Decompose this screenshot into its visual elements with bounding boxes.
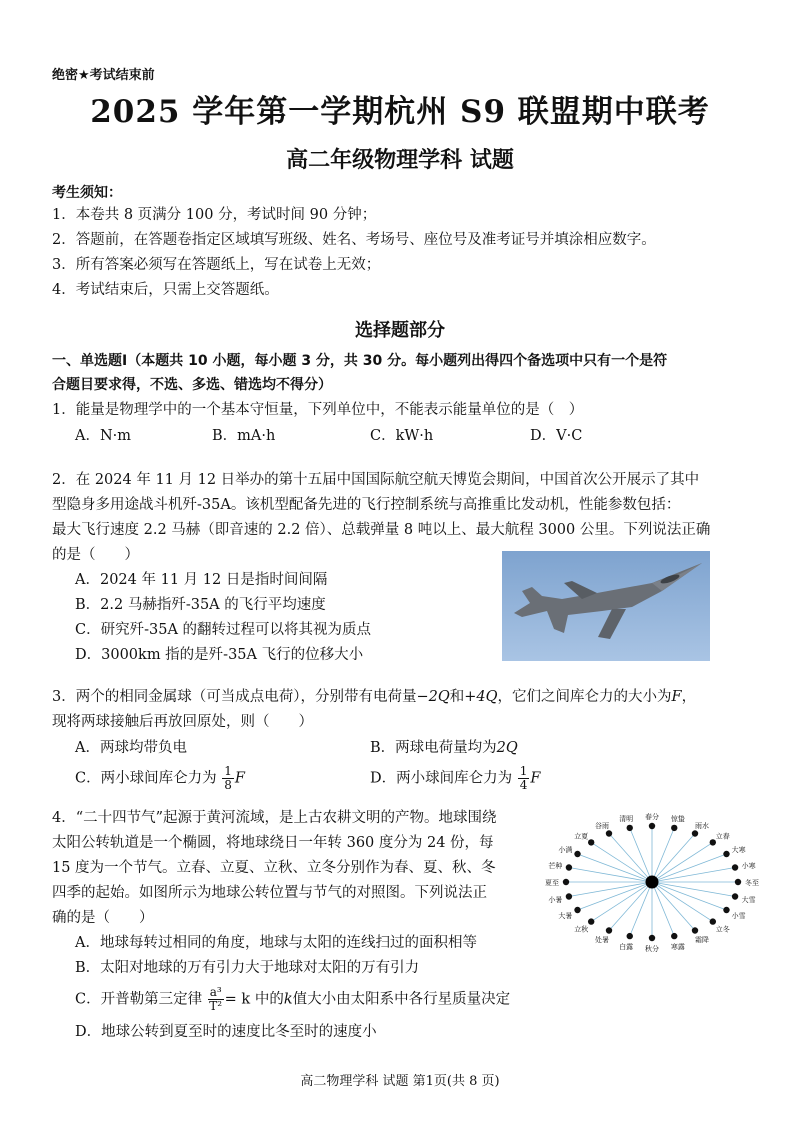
fraction-denominator: 8: [224, 778, 232, 792]
q2-stem-line: 的是（ ）: [52, 547, 139, 563]
q2-option-c: C．研究歼-35A 的翻转过程可以将其视为质点: [75, 622, 372, 638]
section-intro-line: 一、单选题Ⅰ（本题共 10 小题，每小题 3 分，共 30 分。每小题列出得四个备选项中只有一个是符: [52, 353, 668, 369]
solar-term-label: 立春: [715, 832, 730, 841]
notice-item: 3．所有答案必须写在答题纸上，写在试卷上无效；: [52, 257, 381, 273]
exam-subtitle: 高二年级物理学科 试题: [286, 148, 514, 173]
q2-stem-line: 型隐身多用途战斗机歼-35A。该机型配备先进的飞行控制系统与高推重比发动机，性能参数包括：: [52, 497, 681, 513]
q3-option-b-text: B．两球电荷量均为: [370, 740, 497, 756]
notice-item: 2．答题前，在答题卷指定区域填写班级、姓名、考场号、座位号及准考证号并填涂相应数字。: [52, 232, 656, 248]
earth-position-dot: [710, 918, 716, 924]
q4-option-c-text: C．开普勒第三定律: [75, 991, 203, 1008]
q2-stem-line: 最大飞行速度 2.2 马赫（即音速的 2.2 倍）、总载弹量 8 吨以上、最大航程 3000 公里。下列说法正确: [52, 522, 711, 538]
earth-position-dot: [732, 893, 738, 899]
q3-option-c: [75, 765, 245, 792]
q4-stem-line: 15 度为一个节气。立春、立夏、立秋、立冬分别作为春、夏、秋、冬: [52, 860, 496, 876]
earth-position-dot: [606, 830, 612, 836]
q4-option-b: B．太阳对地球的万有引力大于地球对太阳的万有引力: [75, 960, 420, 976]
earth-position-dot: [574, 907, 580, 913]
fraction-numerator: 1: [224, 764, 232, 778]
orbit-spoke: [569, 882, 652, 896]
notice-item: 1．本卷共 8 页满分 100 分，考试时间 90 分钟；: [52, 207, 377, 223]
q1-option-a: A．N·m: [75, 428, 132, 444]
q3-stem-text: ，: [681, 689, 697, 705]
solar-term-label: 大雪: [741, 896, 756, 905]
earth-position-dot: [627, 825, 633, 831]
solar-term-label: 秋分: [645, 945, 659, 953]
fighter-jet-photo: [502, 551, 710, 661]
orbit-spoke: [569, 868, 652, 882]
orbit-spoke: [652, 882, 674, 936]
earth-position-dot: [723, 907, 729, 913]
q4-stem-line: 4．“二十四节气”起源于黄河流域，是上古农耕文明的产物。地球围绕: [52, 810, 497, 826]
q1-option-d: D．V·C: [530, 428, 583, 444]
sun-icon: [646, 876, 659, 889]
q3-charge2: +4Q: [464, 689, 498, 705]
fighter-jet-icon: [502, 551, 710, 661]
earth-position-dot: [574, 851, 580, 857]
q4-option-a: A．地球每转过相同的角度，地球与太阳的连线扫过的面积相等: [75, 935, 477, 951]
page-footer: 高二物理学科 试题 第1页(共 8 页): [300, 1074, 500, 1089]
earth-position-dot: [732, 864, 738, 870]
orbit-spoke: [652, 828, 674, 882]
fraction-denominator: 4: [519, 778, 528, 792]
earth-position-dot: [566, 864, 572, 870]
solar-term-label: 小暑: [548, 896, 563, 905]
q3-option-b-value: 2Q: [496, 740, 518, 756]
q3-option-a: A．两球均带负电: [75, 740, 187, 756]
earth-orbit-diagram: [536, 806, 768, 958]
q2-option-b: B．2.2 马赫指歼-35A 的飞行平均速度: [75, 597, 326, 613]
earth-position-dot: [649, 935, 655, 941]
solar-term-label: 白露: [619, 942, 634, 951]
q1-stem: 1．能量是物理学中的一个基本守恒量，下列单位中，不能表示能量单位的是（ ）: [52, 402, 584, 418]
q3-stem-text: ，它们之间库仑力的大小为: [497, 689, 672, 705]
q3-option-b: [370, 736, 518, 757]
exam-title: 2025 学年第一学期杭州 S9 联盟期中联考: [90, 94, 710, 130]
q4-stem-line: 四季的起始。如图所示为地球公转位置与节气的对照图。下列说法正: [52, 885, 487, 901]
orbit-spoke: [630, 828, 652, 882]
earth-position-dot: [649, 823, 655, 829]
solar-term-label: 春分: [645, 813, 659, 821]
q2-option-d: D．3000km 指的是歼-35A 飞行的位移大小: [75, 647, 364, 663]
solar-term-label: 立冬: [715, 925, 730, 934]
solar-term-label: 小寒: [741, 861, 756, 870]
q3-force: F: [671, 689, 682, 705]
solar-term-label: 芒种: [548, 861, 563, 870]
solar-terms-diagram: [536, 806, 768, 958]
q3-option-c-fraction: [222, 765, 234, 792]
solar-term-label: 小满: [558, 846, 573, 854]
q1-option-b: B．mA·h: [212, 428, 276, 444]
orbit-spoke: [630, 882, 652, 936]
solar-term-label: 惊蛰: [670, 815, 685, 824]
solar-term-label: 霜降: [695, 936, 709, 945]
earth-position-dot: [671, 933, 677, 939]
solar-term-label: 处暑: [595, 936, 609, 945]
q2-option-a: A．2024 年 11 月 12 日是指时间间隔: [75, 572, 328, 588]
solar-term-label: 小雪: [731, 912, 746, 920]
q4-option-c: [75, 986, 510, 1013]
kepler-constant: k: [283, 991, 293, 1008]
earth-position-dot: [606, 927, 612, 933]
q3-stem: [52, 685, 696, 709]
q3-stem-text: 3．两个的相同金属球（可当成点电荷），分别带有电荷量: [52, 689, 417, 705]
solar-term-label: 大寒: [731, 846, 746, 854]
section-title: 选择题部分: [355, 320, 445, 341]
section-intro-line: 合题目要求得，不选、多选、错选均不得分）: [52, 377, 332, 393]
q4-option-c-text: 值大小由太阳系中各行星质量决定: [292, 991, 511, 1008]
q3-charge1: −2Q: [416, 689, 450, 705]
solar-term-label: 寒露: [670, 942, 685, 951]
q3-stem-text: 和: [449, 689, 465, 705]
q4-stem-line: 确的是（ ）: [52, 910, 154, 926]
q1-option-c: C．kW·h: [370, 428, 434, 444]
earth-position-dot: [566, 893, 572, 899]
fraction-variable: F: [530, 770, 541, 787]
notice-heading: 考生须知：: [52, 185, 122, 201]
earth-position-dot: [627, 933, 633, 939]
orbit-spoke: [652, 882, 735, 896]
q3-stem-line2: 现将两球接触后再放回原处，则（ ）: [52, 714, 313, 730]
q4-option-d: D．地球公转到夏至时的速度比冬至时的速度小: [75, 1024, 377, 1040]
fraction-variable: F: [234, 770, 245, 787]
fraction-denominator: T²: [209, 999, 223, 1013]
solar-term-label: 立秋: [574, 925, 589, 934]
solar-term-label: 大暑: [558, 912, 573, 920]
earth-position-dot: [671, 825, 677, 831]
q3-option-d-text: D．两小球间库仑力为: [370, 770, 513, 787]
earth-position-dot: [735, 879, 741, 885]
q4-option-c-text: = k 中的: [224, 991, 284, 1008]
earth-position-dot: [692, 927, 698, 933]
orbit-spoke: [652, 868, 735, 882]
earth-position-dot: [563, 879, 569, 885]
earth-position-dot: [692, 830, 698, 836]
q3-option-d: [370, 765, 540, 792]
solar-term-label: 清明: [619, 815, 634, 824]
q4-stem-line: 太阳公转轨道是一个椭圆，将地球绕日一年转 360 度分为 24 份，每: [52, 835, 494, 851]
solar-term-label: 冬至: [745, 879, 759, 887]
solar-term-label: 谷雨: [595, 821, 609, 830]
fraction-numerator: 1: [519, 764, 528, 778]
q2-stem-line: 2．在 2024 年 11 月 12 日举办的第十五届中国国际航空航天博览会期间，中国首次公开展示了其中: [52, 472, 700, 488]
earth-position-dot: [723, 851, 729, 857]
notice-item: 4．考试结束后，只需上交答题纸。: [52, 282, 279, 298]
solar-term-label: 立夏: [574, 832, 589, 841]
fraction-numerator: a³: [209, 985, 222, 999]
q3-option-c-text: C．两小球间库仑力为: [75, 770, 217, 787]
earth-position-dot: [588, 839, 594, 845]
solar-term-label: 雨水: [695, 821, 709, 830]
q3-option-d-fraction: [518, 765, 530, 792]
earth-position-dot: [588, 918, 594, 924]
kepler-fraction: [208, 986, 224, 1013]
solar-term-label: 夏至: [545, 879, 559, 887]
confidential-label: 绝密★考试结束前: [52, 68, 155, 83]
